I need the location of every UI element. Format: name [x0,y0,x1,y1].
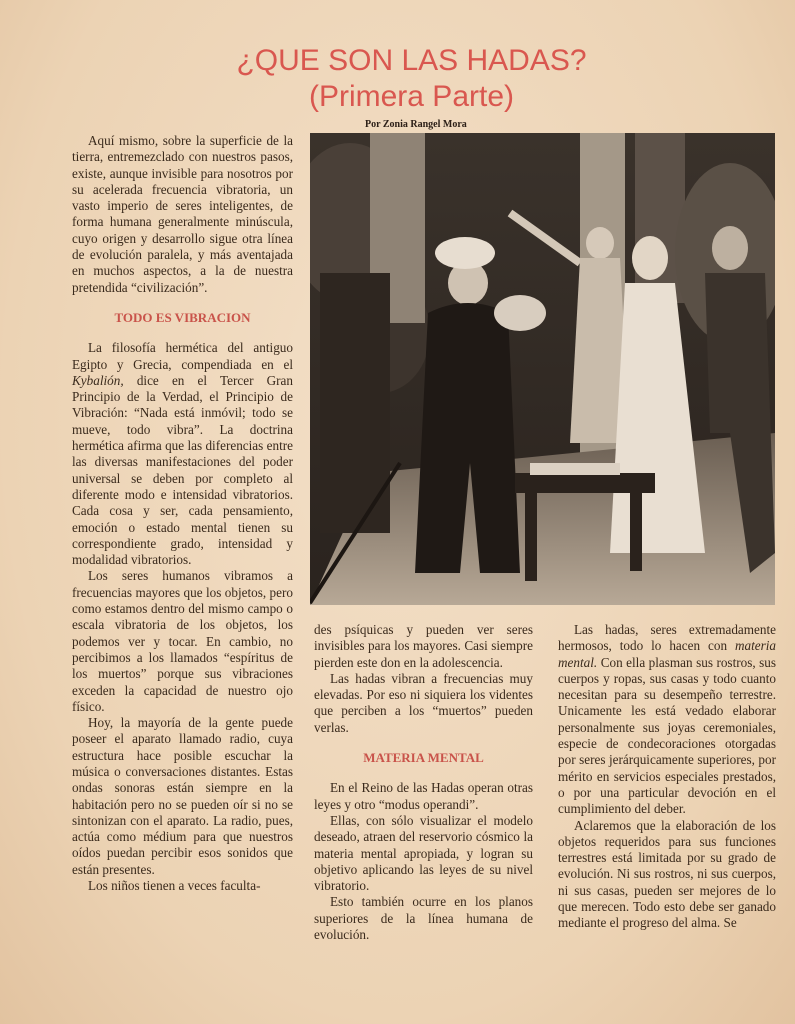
paragraph: Los seres humanos vibramos a frecuencias mayores que los objetos, pero como estamos dentro del mismo campo o escala vibratoria de los objetos, los podemos ver y tocar. En cambio, no percibimos a los llamados “espíritus de los muertos” porque sus vibraciones exceden la capacidad de nuestro ojo físico. [72,568,293,714]
byline: Por Zonia Rangel Mora [365,119,467,130]
paragraph: Las hadas vibran a frecuencias muy elevadas. Por eso ni siquiera los videntes que perciben a los “muertos” pueden verlas. [314,670,533,735]
column-3 [558,622,776,932]
paragraph: Aclaremos que la elaboración de los objetos requeridos para sus funciones terrestres está limitada por su grado de evolución. Ni sus rostros, ni sus cuerpos, ni sus casas, pueden ser mejores de lo que merecen. Todo esto debe ser ganado mediante el progreso del alma. Se [558,817,776,931]
paragraph: Las hadas, seres extremadamente hermosos, todo lo hacen con materia mental. Con ella plasman sus rostros, sus cuerpos y ropas, sus casas y todo cuanto necesitan para su desempeño terrestre. Unicamente les está vedado elaborar personalmente sus joyas ceremoniales, especie de condecoraciones otorgadas por seres jerárquicamente superiores, por mérito en servicios especiales prestados, o por una particular devoción en el cumplimiento del deber. [558,622,776,817]
section-heading: MATERIA MENTAL [363,750,484,766]
column-1 [72,133,293,894]
paragraph: Hoy, la mayoría de la gente puede poseer el aparato llamado radio, cuya estructura hace posible escuchar la música o conversaciones distantes. Estas ondas sonoras están siempre en la habitación pero no se pueden oír si no se sintonizan con el aparato. La radio, pues, actúa como médium para que nuestros oídos puedan percibir esos sonidos que están presentes. [72,715,293,877]
paragraph: Los niños tienen a veces faculta- [88,878,261,894]
paragraph: Aquí mismo, sobre la superficie de la tierra, entremezclado con nuestros pasos, existe, aunque invisible para nosotros por su acelerada frecuencia vibratoria, un vasto imperio de seres inteligentes, de forma humana generalmente minúscula, cuyo origen y desarrollo sigue otra línea de evolución paralela, y más aventajada en muchos aspectos, a la de nuestra pretendida “civilización”. [72,133,293,295]
paragraph: des psíquicas y pueden ver seres invisibles para los mayores. Casi siempre pierden este don en la adolescencia. [314,622,533,670]
photo-illustration [310,133,775,605]
article-title: ¿QUE SON LAS HADAS? [236,44,587,77]
paragraph: Ellas, con sólo visualizar el modelo deseado, atraen del reservorio cósmico la materia mental apropiada, y logran su objetivo aplicando las leyes de su nivel vibratorio. [314,812,533,894]
article-subtitle: (Primera Parte) [308,80,515,113]
paragraph: La filosofía hermética del antiguo Egipto y Grecia, compendiada en el Kybalión, dice en el Tercer Gran Principio de la Verdad, el Principio de Vibración: “Nada está inmóvil; todo se mueve, todo vibra”. La doctrina hermética afirma que las diferencias entre las diversas manifestaciones del poder universal se deben por completo al diferente modo e intensidad vibratorios. Cada cosa y ser, cada pensamiento, emoción o estado mental tienen su correspondiente grado, intensidad y modalidad vibratorios. [72,340,293,568]
paragraph: En el Reino de las Hadas operan otras leyes y otro “modus operandi”. [314,780,533,812]
column-2 [314,622,533,943]
vintage-theater-photo [310,133,775,605]
section-heading: TODO ES VIBRACION [114,309,251,325]
paragraph: Esto también ocurre en los planos superiores de la línea humana de evolución. [314,894,533,943]
